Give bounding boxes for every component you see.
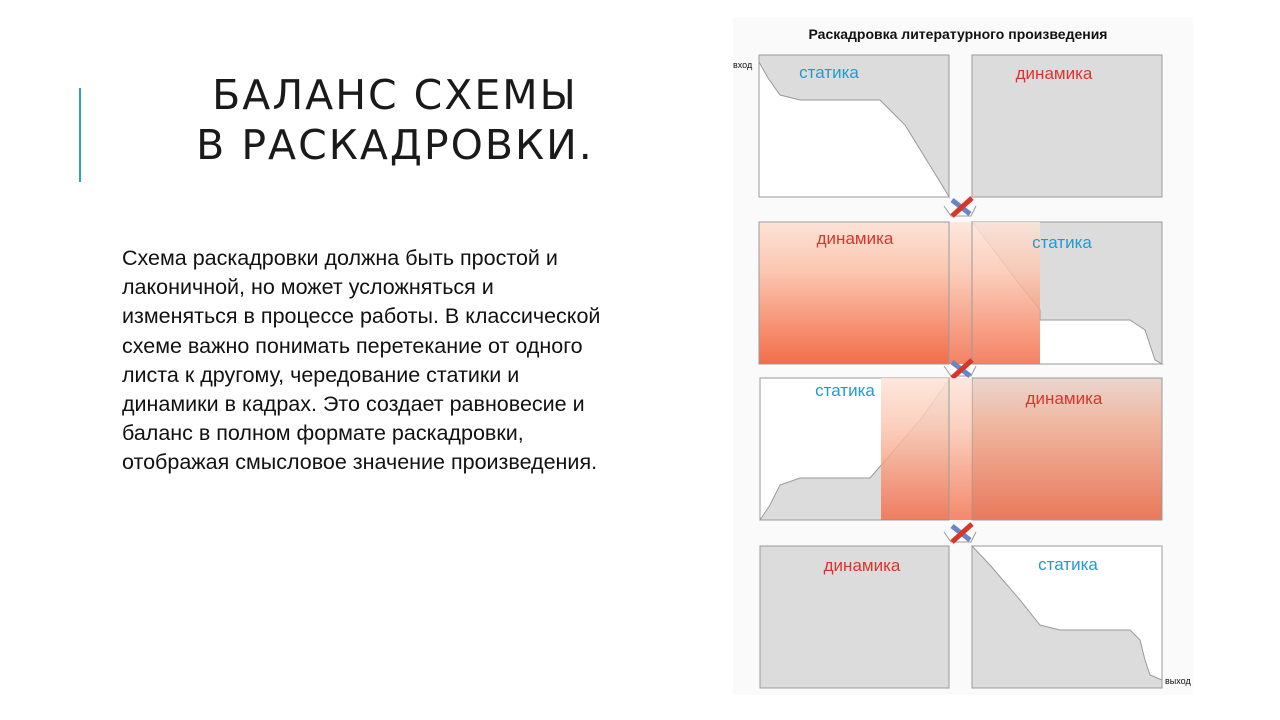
entry-label: вход: [733, 60, 753, 70]
row-1: [733, 55, 1162, 197]
title-line-2: В РАСКАДРОВКИ.: [196, 121, 594, 169]
exit-label: выход: [1165, 676, 1191, 686]
row2-right-label: статика: [1032, 233, 1092, 252]
row-2: [759, 222, 1162, 364]
row4-right-label: статика: [1038, 555, 1098, 574]
storyboard-diagram-svg: [733, 17, 1193, 695]
row2-left-label: динамика: [816, 229, 894, 248]
row-3: [760, 378, 1162, 520]
row-4: [760, 546, 1191, 688]
row1-left-label: статика: [799, 63, 859, 82]
row3-gap-fill: [949, 378, 972, 520]
row3-right-label: динамика: [1025, 389, 1103, 408]
row3-left-label: статика: [815, 381, 875, 400]
row3-dynamic-overlap: [881, 378, 949, 520]
row1-right-label: динамика: [1015, 64, 1093, 83]
title-line-1: БАЛАНС СХЕМЫ: [212, 71, 578, 119]
slide-title: [150, 70, 640, 170]
slide-body-text: Схема раскадровки должна быть простой и лаконичной, но может усложняться и изменяться в процессе работы. В классической схеме важно понимать перетекание от одного листа к другому, чередование статики и динамики в кадрах. Это создает равновесие и баланс в полном формате раскадровки, отображая смысловое значение произведения.: [122, 246, 601, 475]
diagram-title: Раскадровка литературного произведения: [808, 26, 1108, 42]
accent-line: [79, 88, 81, 182]
row4-left-label: динамика: [823, 556, 901, 575]
row2-dynamic-overlap: [949, 222, 1040, 364]
storyboard-diagram: [733, 17, 1193, 695]
